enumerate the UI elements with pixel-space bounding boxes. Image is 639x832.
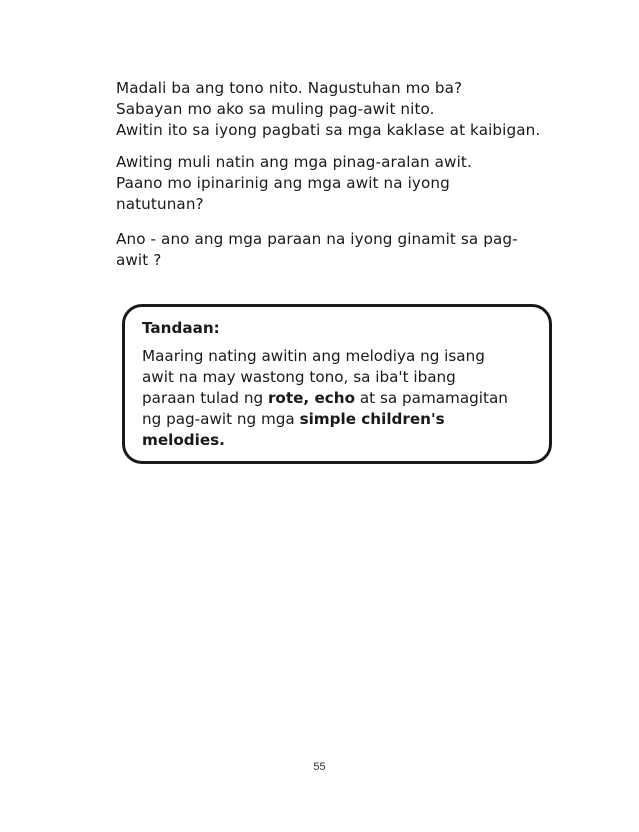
paragraph-intro — [116, 78, 596, 141]
tandaan-note-box — [122, 304, 552, 464]
note-text: paraan tulad ng — [142, 389, 268, 407]
text-line: Awiting muli natin ang mga pinag-aralan awit. — [116, 153, 472, 171]
page-number: 55 — [313, 761, 326, 773]
text-line: Madali ba ang tono nito. Nagustuhan mo ba? — [116, 79, 463, 97]
note-line: awit na may wastong tono, sa iba't ibang — [142, 368, 456, 386]
note-line — [142, 388, 547, 409]
note-text: at sa pamamagitan — [355, 389, 508, 407]
text-line: Awitin ito sa iyong pagbati sa mga kaklase at kaibigan. — [116, 121, 541, 139]
text-line: Sabayan mo ako sa muling pag-awit nito. — [116, 100, 435, 118]
paragraph-question — [116, 229, 596, 271]
note-title: Tandaan: — [142, 319, 220, 337]
paragraph-review — [116, 152, 596, 215]
note-bold-text: rote, echo — [267, 389, 356, 407]
note-text: ng pag-awit ng mga — [142, 410, 300, 428]
note-bold-text: melodies. — [142, 431, 225, 449]
note-line — [142, 430, 547, 451]
note-bold-text: simple children's — [299, 410, 445, 428]
note-line: Maaring nating awitin ang melodiya ng isang — [142, 347, 485, 365]
text-line: awit ? — [116, 251, 162, 269]
text-line: Ano - ano ang mga paraan na iyong ginamit sa pag- — [116, 230, 518, 248]
note-line — [142, 409, 547, 430]
text-line: Paano mo ipinarinig ang mga awit na iyong — [116, 174, 450, 192]
note-body — [142, 346, 547, 451]
text-line: natutunan? — [116, 195, 204, 213]
